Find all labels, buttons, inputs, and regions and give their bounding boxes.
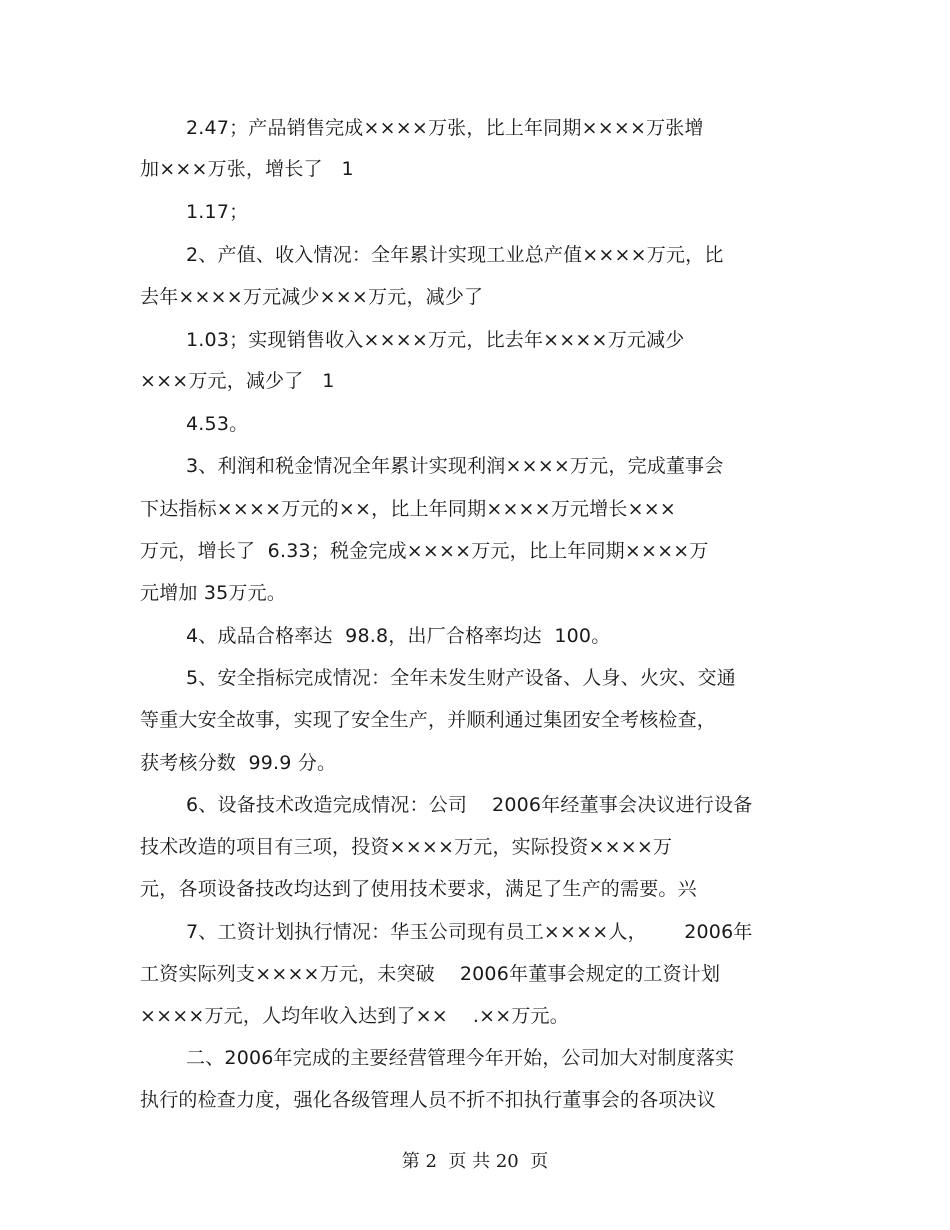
text-line: 1.17； <box>186 201 249 223</box>
page-number-footer: 第 2 页 共 20 页 <box>401 1151 549 1172</box>
text-line: 5、安全指标完成情况：全年未发生财产设备、人身、火灾、交通 <box>186 667 736 689</box>
text-line: 技术改造的项目有三项，投资××××万元，实际投资××××万 <box>140 836 673 858</box>
text-line: 6、设备技术改造完成情况：公司 2006年经董事会决议进行设备 <box>186 794 753 816</box>
text-line: 二、2006年完成的主要经营管理今年开始，公司加大对制度落实 <box>186 1047 735 1069</box>
text-line: 元增加 35万元。 <box>140 582 287 604</box>
text-line: 工资实际列支××××万元，未突破 2006年董事会规定的工资计划 <box>140 963 721 985</box>
text-line: 加×××万张，增长了 1 <box>140 158 354 180</box>
text-line: ××××万元，人均年收入达到了×× .××万元。 <box>140 1005 569 1027</box>
text-line: 获考核分数 99.9 分。 <box>140 752 337 774</box>
text-line: 去年××××万元减少×××万元，减少了 <box>140 286 484 308</box>
text-line: 4.53。 <box>186 413 249 435</box>
text-line: 2.47；产品销售完成××××万张，比上年同期××××万张增 <box>186 117 704 139</box>
text-line: 等重大安全故事，实现了安全生产，并顺利通过集团安全考核检查， <box>140 709 717 731</box>
text-line: 2、产值、收入情况：全年累计实现工业总产值××××万元，比 <box>186 244 724 266</box>
text-line: 1.03；实现销售收入××××万元，比去年××××万元减少 <box>186 329 685 351</box>
text-line: 3、利润和税金情况全年累计实现利润××××万元，完成董事会 <box>186 455 724 477</box>
text-line: 7、工资计划执行情况：华玉公司现有员工××××人， 2006年 <box>186 921 753 943</box>
text-line: 元，各项设备技改均达到了使用技术要求，满足了生产的需要。兴 <box>140 878 697 900</box>
text-line: ×××万元，减少了 1 <box>140 370 335 392</box>
text-line: 执行的检查力度，强化各级管理人员不折不扣执行董事会的各项决议 <box>140 1089 717 1111</box>
text-line: 下达指标××××万元的××，比上年同期××××万元增长××× <box>140 498 676 520</box>
text-line: 4、成品合格率达 98.8，出厂合格率均达 100。 <box>186 625 611 647</box>
text-line: 万元，增长了 6.33；税金完成××××万元，比上年同期××××万 <box>140 540 709 562</box>
